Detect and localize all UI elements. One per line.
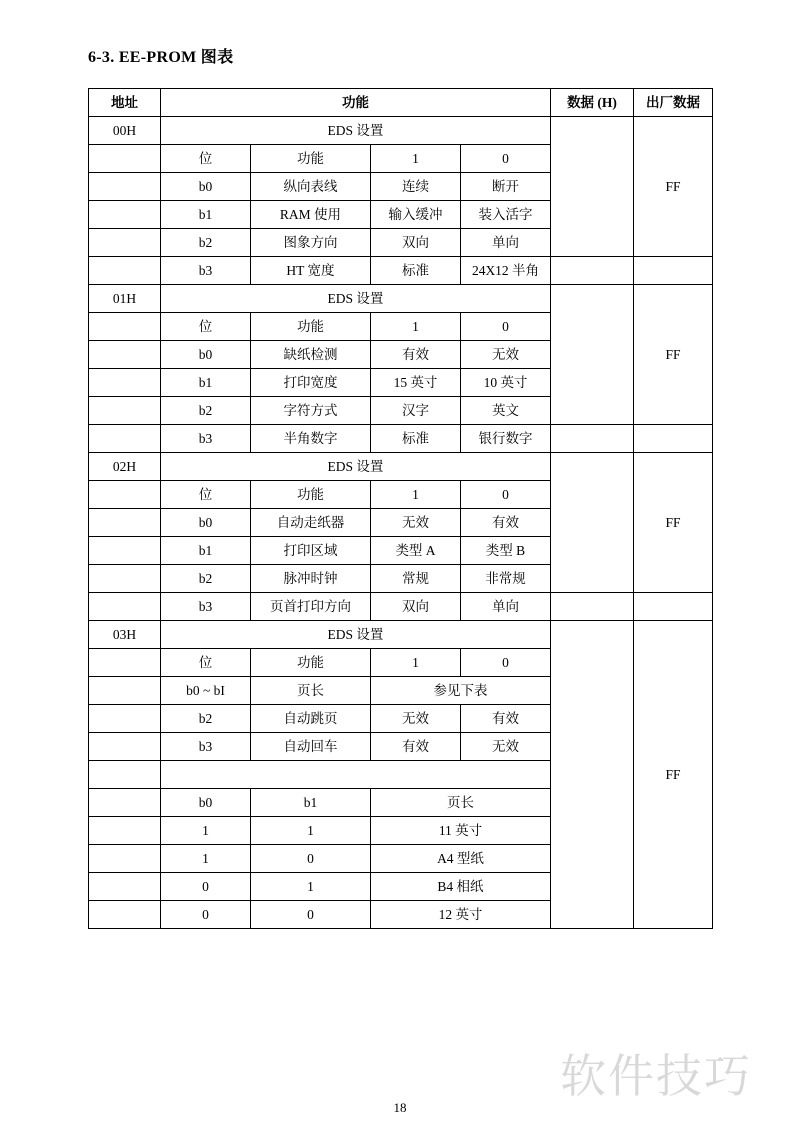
cell-blank — [89, 229, 161, 257]
block-address: 00H — [89, 117, 161, 145]
page-number: 18 — [393, 1100, 407, 1115]
cell-function: 页长 — [251, 677, 371, 705]
cell-blank — [89, 173, 161, 201]
cell-zero: 有效 — [461, 509, 551, 537]
cell-bit: b2 — [161, 705, 251, 733]
cell-one: 标准 — [371, 257, 461, 285]
cell-function: 自动走纸器 — [251, 509, 371, 537]
cell-function: 纵向表线 — [251, 173, 371, 201]
cell-zero: 单向 — [461, 229, 551, 257]
block-title: EDS 设置 — [161, 621, 551, 649]
sub-pagelen: B4 相纸 — [371, 873, 551, 901]
header-factory: 出厂数据 — [634, 89, 713, 117]
sub-b0: 1 — [161, 845, 251, 873]
sub-pagelen: 12 英寸 — [371, 901, 551, 929]
block-data-value — [551, 117, 634, 257]
cell-bit: b3 — [161, 257, 251, 285]
cell-one: 双向 — [371, 229, 461, 257]
cell-zero: 类型 B — [461, 537, 551, 565]
sub-b1: 0 — [251, 845, 371, 873]
cell-blank-wide — [161, 761, 551, 789]
eeprom-table — [88, 88, 713, 929]
block-factory-value: FF — [634, 621, 713, 929]
cell-bit: b2 — [161, 397, 251, 425]
watermark — [560, 1040, 752, 1106]
cell-zero: 银行数字 — [461, 425, 551, 453]
cell-blank — [89, 481, 161, 509]
block-factory-value: FF — [634, 117, 713, 257]
cell-one: 有效 — [371, 341, 461, 369]
cell-blank — [89, 705, 161, 733]
cell-bit: b1 — [161, 369, 251, 397]
cell-blank — [89, 761, 161, 789]
block-address: 01H — [89, 285, 161, 313]
cell-one: 类型 A — [371, 537, 461, 565]
subheader-pagelen: 页长 — [371, 789, 551, 817]
block-factory-value: FF — [634, 285, 713, 425]
cell-blank-data — [551, 425, 634, 453]
cell-zero: 10 英寸 — [461, 369, 551, 397]
cell-function: 功能 — [251, 481, 371, 509]
cell-blank — [89, 397, 161, 425]
cell-blank — [89, 901, 161, 929]
cell-function: 字符方式 — [251, 397, 371, 425]
sub-b0: 0 — [161, 901, 251, 929]
cell-blank — [89, 257, 161, 285]
cell-bit: b0 ~ bI — [161, 677, 251, 705]
cell-function: 半角数字 — [251, 425, 371, 453]
cell-span-note: 参见下表 — [371, 677, 551, 705]
cell-one: 连续 — [371, 173, 461, 201]
cell-zero: 无效 — [461, 733, 551, 761]
cell-zero: 24X12 半角 — [461, 257, 551, 285]
cell-one: 1 — [371, 481, 461, 509]
cell-blank — [89, 509, 161, 537]
cell-bit: b0 — [161, 173, 251, 201]
cell-bit: b1 — [161, 537, 251, 565]
table-row — [89, 453, 713, 481]
cell-zero: 有效 — [461, 705, 551, 733]
block-data-value — [551, 621, 634, 929]
block-data-value — [551, 453, 634, 593]
cell-blank — [89, 145, 161, 173]
cell-function: 自动跳页 — [251, 705, 371, 733]
cell-function: 脉冲时钟 — [251, 565, 371, 593]
cell-bit: b2 — [161, 229, 251, 257]
block-data-value — [551, 285, 634, 425]
cell-bit: b3 — [161, 593, 251, 621]
cell-blank — [89, 565, 161, 593]
cell-function: 自动回车 — [251, 733, 371, 761]
cell-zero: 单向 — [461, 593, 551, 621]
cell-function: 页首打印方向 — [251, 593, 371, 621]
cell-function: 功能 — [251, 145, 371, 173]
block-title: EDS 设置 — [161, 453, 551, 481]
sub-b1: 1 — [251, 817, 371, 845]
table-row — [89, 257, 713, 285]
sub-b1: 1 — [251, 873, 371, 901]
cell-blank — [89, 817, 161, 845]
cell-one: 双向 — [371, 593, 461, 621]
cell-one: 无效 — [371, 705, 461, 733]
cell-blank — [89, 733, 161, 761]
sub-b0: 0 — [161, 873, 251, 901]
header-address: 地址 — [89, 89, 161, 117]
block-factory-value: FF — [634, 453, 713, 593]
cell-zero: 0 — [461, 145, 551, 173]
cell-bit: 位 — [161, 481, 251, 509]
cell-zero: 非常规 — [461, 565, 551, 593]
cell-bit: b3 — [161, 733, 251, 761]
cell-function: 图象方向 — [251, 229, 371, 257]
cell-function: 功能 — [251, 649, 371, 677]
cell-one: 汉字 — [371, 397, 461, 425]
header-data: 数据 (H) — [551, 89, 634, 117]
subheader-b0: b0 — [161, 789, 251, 817]
cell-blank-factory — [634, 257, 713, 285]
table-header-row — [89, 89, 713, 117]
cell-one: 有效 — [371, 733, 461, 761]
cell-bit: b0 — [161, 509, 251, 537]
cell-blank-data — [551, 257, 634, 285]
cell-blank — [89, 789, 161, 817]
cell-bit: b2 — [161, 565, 251, 593]
cell-blank — [89, 369, 161, 397]
cell-one: 常规 — [371, 565, 461, 593]
table-row — [89, 621, 713, 649]
cell-one: 1 — [371, 145, 461, 173]
block-title: EDS 设置 — [161, 117, 551, 145]
cell-zero: 0 — [461, 649, 551, 677]
cell-bit: 位 — [161, 313, 251, 341]
eeprom-table-container — [88, 88, 712, 929]
cell-blank — [89, 341, 161, 369]
table-row — [89, 425, 713, 453]
sub-pagelen: A4 型纸 — [371, 845, 551, 873]
subheader-b1: b1 — [251, 789, 371, 817]
cell-zero: 0 — [461, 481, 551, 509]
block-title: EDS 设置 — [161, 285, 551, 313]
cell-function: HT 宽度 — [251, 257, 371, 285]
cell-bit: b3 — [161, 425, 251, 453]
cell-blank-factory — [634, 593, 713, 621]
cell-zero: 英文 — [461, 397, 551, 425]
cell-blank — [89, 649, 161, 677]
cell-one: 1 — [371, 649, 461, 677]
cell-zero: 装入活字 — [461, 201, 551, 229]
cell-function: 功能 — [251, 313, 371, 341]
cell-one: 输入缓冲 — [371, 201, 461, 229]
watermark-text: 软件技巧 — [560, 1049, 752, 1103]
table-row — [89, 285, 713, 313]
sub-pagelen: 11 英寸 — [371, 817, 551, 845]
cell-blank — [89, 873, 161, 901]
cell-zero: 无效 — [461, 341, 551, 369]
cell-function: 缺纸检测 — [251, 341, 371, 369]
table-row — [89, 593, 713, 621]
cell-one: 15 英寸 — [371, 369, 461, 397]
sub-b0: 1 — [161, 817, 251, 845]
cell-one: 无效 — [371, 509, 461, 537]
cell-bit: b1 — [161, 201, 251, 229]
sub-b1: 0 — [251, 901, 371, 929]
table-row — [89, 117, 713, 145]
cell-blank — [89, 593, 161, 621]
cell-blank-data — [551, 593, 634, 621]
cell-function: RAM 使用 — [251, 201, 371, 229]
page-title: 6-3. EE-PROM 图表 — [88, 49, 234, 66]
cell-bit: 位 — [161, 145, 251, 173]
cell-function: 打印宽度 — [251, 369, 371, 397]
cell-function: 打印区域 — [251, 537, 371, 565]
cell-bit: 位 — [161, 649, 251, 677]
cell-zero: 0 — [461, 313, 551, 341]
cell-one: 标准 — [371, 425, 461, 453]
cell-blank — [89, 677, 161, 705]
header-function: 功能 — [161, 89, 551, 117]
cell-one: 1 — [371, 313, 461, 341]
block-address: 03H — [89, 621, 161, 649]
cell-blank — [89, 845, 161, 873]
cell-blank — [89, 537, 161, 565]
block-address: 02H — [89, 453, 161, 481]
cell-bit: b0 — [161, 341, 251, 369]
cell-blank — [89, 425, 161, 453]
cell-zero: 断开 — [461, 173, 551, 201]
cell-blank — [89, 201, 161, 229]
cell-blank — [89, 313, 161, 341]
cell-blank-factory — [634, 425, 713, 453]
